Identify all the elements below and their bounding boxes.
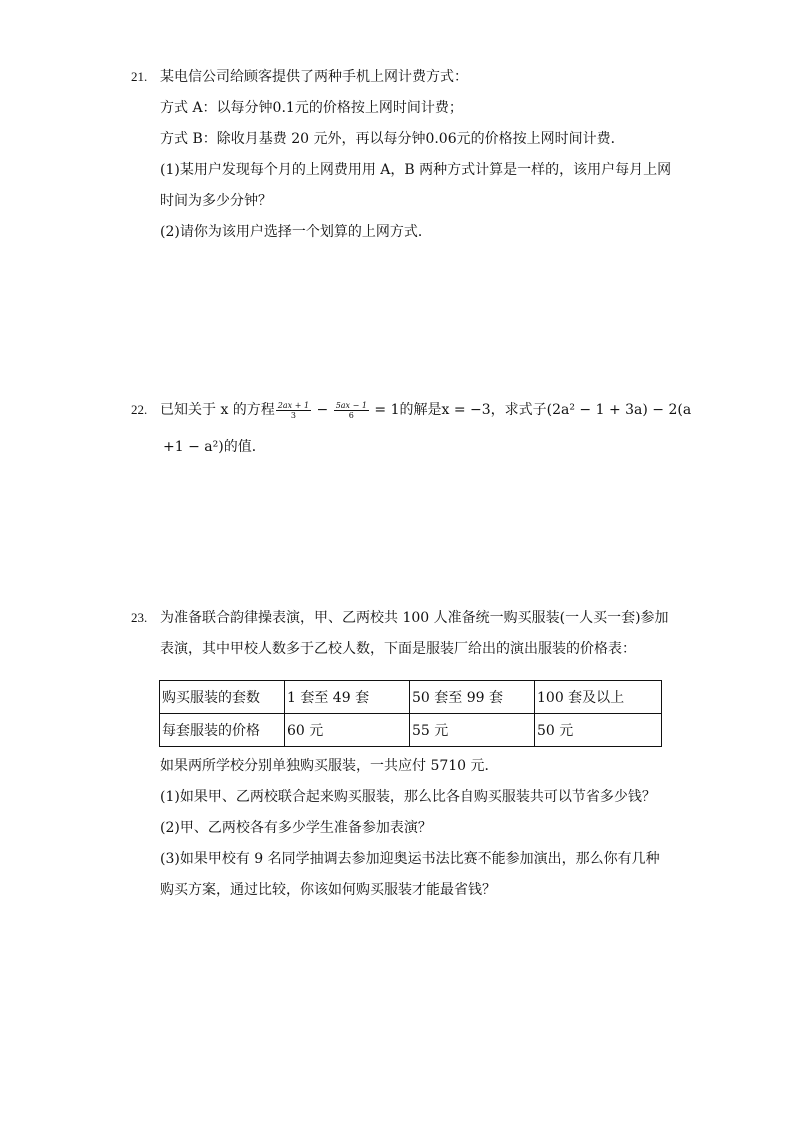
q22-frac1-denominator: 3 — [290, 410, 296, 420]
q23-number: 23. — [131, 610, 148, 625]
table-cell: 1 套至 49 套 — [285, 681, 410, 714]
q22-frac2-numerator: 5ax − 1 — [335, 400, 367, 410]
q21-part1-line1: (1)某用户发现每个月的上网费用用 A，B 两种方式计算是一样的，该用户每月上网 — [160, 162, 672, 178]
table-cell: 55 元 — [410, 714, 535, 747]
q22-line2: +1 − a²)的值． — [163, 439, 266, 455]
price-table — [159, 680, 662, 747]
table-cell: 60 元 — [285, 714, 410, 747]
table-row — [160, 681, 662, 714]
table-cell: 100 套及以上 — [535, 681, 662, 714]
q22-fraction-1 — [276, 401, 311, 420]
table-cell: 购买服装的套数 — [160, 681, 285, 714]
q21-method-a: 方式 A：以每分钟0.1元的价格按上网时间计费； — [160, 100, 463, 116]
q22-frac1-numerator: 2ax + 1 — [277, 400, 310, 410]
q22-frac2-denominator: 6 — [348, 410, 354, 420]
q21-number: 21. — [131, 69, 148, 84]
q22-after-fraction: = 1的解是x = −3，求式子(2a² − 1 + 3a) − 2(a — [369, 402, 692, 418]
q22-fraction-2 — [334, 401, 369, 420]
table-cell: 50 套至 99 套 — [410, 681, 535, 714]
q22-prefix: 已知关于 x 的方程 — [160, 402, 275, 418]
q23-line2: 表演，其中甲校人数多于乙校人数，下面是服装厂给出的演出服装的价格表： — [160, 641, 636, 657]
q23-after-table: 如果两所学校分别单独购买服装，一共应付 5710 元． — [160, 758, 499, 774]
q23-part3-line2: 购买方案，通过比较，你该如何购买服装才能最省钱？ — [160, 882, 496, 898]
table-row — [160, 714, 662, 747]
table-cell: 每套服装的价格 — [160, 714, 285, 747]
q21-method-b: 方式 B：除收月基费 20 元外，再以每分钟0.06元的价格按上网时间计费． — [160, 131, 625, 147]
q22-minus: − — [312, 402, 333, 418]
q23-part1: (1)如果甲、乙两校联合起来购买服装，那么比各自购买服装共可以节省多少钱？ — [160, 789, 656, 805]
q21-part1-line2: 时间为多少分钟？ — [160, 193, 272, 209]
q22-number: 22. — [131, 402, 148, 417]
q23-part2: (2)甲、乙两校各有多少学生准备参加表演？ — [160, 820, 432, 836]
table-cell: 50 元 — [535, 714, 662, 747]
q23-line1: 为准备联合韵律操表演，甲、乙两校共 100 人准备统一购买服装(一人买一套)参加 — [160, 610, 669, 626]
q23-part3-line1: (3)如果甲校有 9 名同学抽调去参加迎奥运书法比赛不能参加演出，那么你有几种 — [160, 851, 660, 867]
q21-intro: 某电信公司给顾客提供了两种手机上网计费方式： — [160, 69, 468, 85]
q22-equation-line — [160, 400, 691, 420]
q21-part2: (2)请你为该用户选择一个划算的上网方式． — [160, 224, 432, 240]
